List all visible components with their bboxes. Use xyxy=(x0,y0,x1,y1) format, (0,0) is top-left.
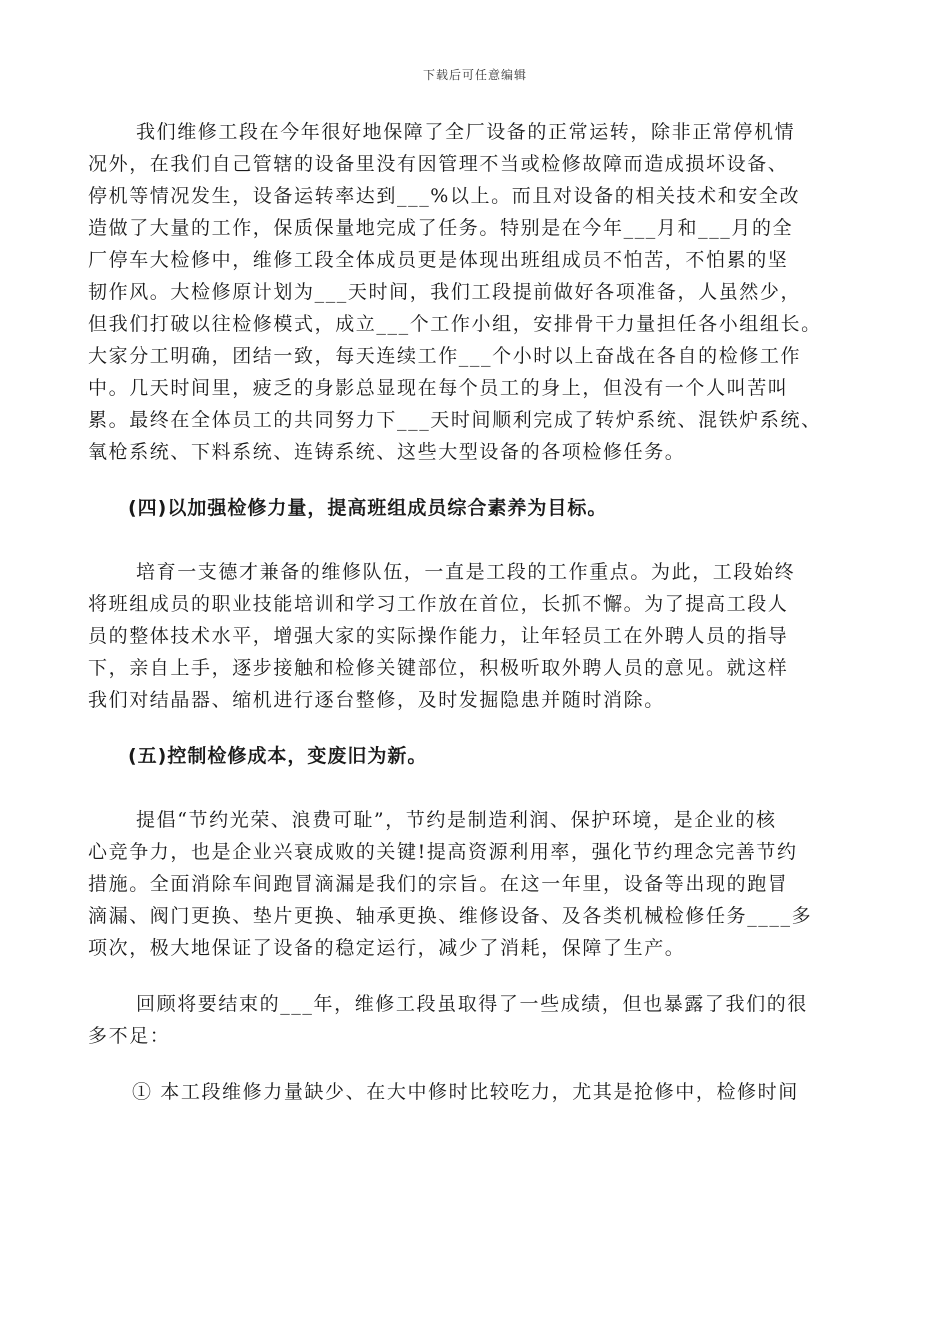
paragraph-cost-control xyxy=(88,804,870,964)
paragraph-review xyxy=(88,988,870,1052)
text-line: 韧作风。大检修原计划为___天时间，我们工段提前做好各项准备，人虽然少， xyxy=(88,281,802,303)
section-heading-5: (五)控制检修成本，变废旧为新。 xyxy=(128,745,428,767)
text-line: 回顾将要结束的___年，维修工段虽取得了一些成绩，但也暴露了我们的很 xyxy=(136,993,808,1015)
document-body xyxy=(88,116,870,1108)
text-line: 况外，在我们自己管辖的设备里没有因管理不当或检修故障而造成损坏设备、 xyxy=(88,153,789,175)
text-line: 但我们打破以往检修模式，成立___个工作小组，安排骨干力量担任各小组组长。 xyxy=(88,313,822,335)
text-line: 大家分工明确，团结一致，每天连续工作___个小时以上奋战在各自的检修工作 xyxy=(88,345,802,367)
text-line: 员的整体技术水平，增强大家的实际操作能力，让年轻员工在外聘人员的指导 xyxy=(88,625,789,647)
text-line: 将班组成员的职业技能培训和学习工作放在首位，长抓不懈。为了提高工段人 xyxy=(88,593,789,615)
text-line: 心竞争力，也是企业兴衰成败的关键!提高资源利用率，强化节约理念完善节约 xyxy=(88,841,798,863)
text-line: 我们维修工段在今年很好地保障了全厂设备的正常运转，除非正常停机情 xyxy=(136,121,796,143)
text-line: 滴漏、阀门更换、垫片更换、轴承更换、维修设备、及各类机械检修任务____多 xyxy=(88,905,813,927)
text-line: 下，亲自上手，逐步接触和检修关键部位，积极听取外聘人员的意见。就这样 xyxy=(88,657,789,679)
section-heading-4: (四)以加强检修力量，提高班组成员综合素养为目标。 xyxy=(128,497,608,519)
paragraph-training xyxy=(88,556,870,716)
text-line: 我们对结晶器、缩机进行逐台整修，及时发掘隐患并随时消除。 xyxy=(88,689,665,711)
text-line: 厂停车大检修中，维修工段全体成员更是体现出班组成员不怕苦，不怕累的坚 xyxy=(88,249,789,271)
text-line: 氧枪系统、下料系统、连铸系统、这些大型设备的各项检修任务。 xyxy=(88,441,686,463)
text-line: 提倡“节约光荣、浪费可耻”，节约是制造利润、保护环境，是企业的核 xyxy=(136,809,777,831)
text-line: 培育一支德才兼备的维修队伍，一直是工段的工作重点。为此，工段始终 xyxy=(136,561,796,583)
text-line: 停机等情况发生，设备运转率达到___%以上。而且对设备的相关技术和安全改 xyxy=(88,185,801,207)
list-item-shortcoming-1: ① 本工段维修力量缺少、在大中修时比较吃力，尤其是抢修中，检修时间 xyxy=(132,1081,799,1103)
text-line: 多不足： xyxy=(88,1025,171,1047)
page-header: 下载后可任意编辑 xyxy=(422,68,527,82)
text-line: 措施。全面消除车间跑冒滴漏是我们的宗旨。在这一年里，设备等出现的跑冒 xyxy=(88,873,789,895)
paragraph-maintenance-summary xyxy=(88,116,870,468)
text-line: 项次，极大地保证了设备的稳定运行，减少了消耗，保障了生产。 xyxy=(88,937,686,959)
text-line: 中。几天时间里，疲乏的身影总显现在每个员工的身上，但没有一个人叫苦叫 xyxy=(88,377,789,399)
text-line: 造做了大量的工作，保质保量地完成了任务。特别是在今年___月和___月的全 xyxy=(88,217,794,239)
text-line: 累。最终在全体员工的共同努力下___天时间顺利完成了转炉系统、混铁炉系统、 xyxy=(88,409,822,431)
